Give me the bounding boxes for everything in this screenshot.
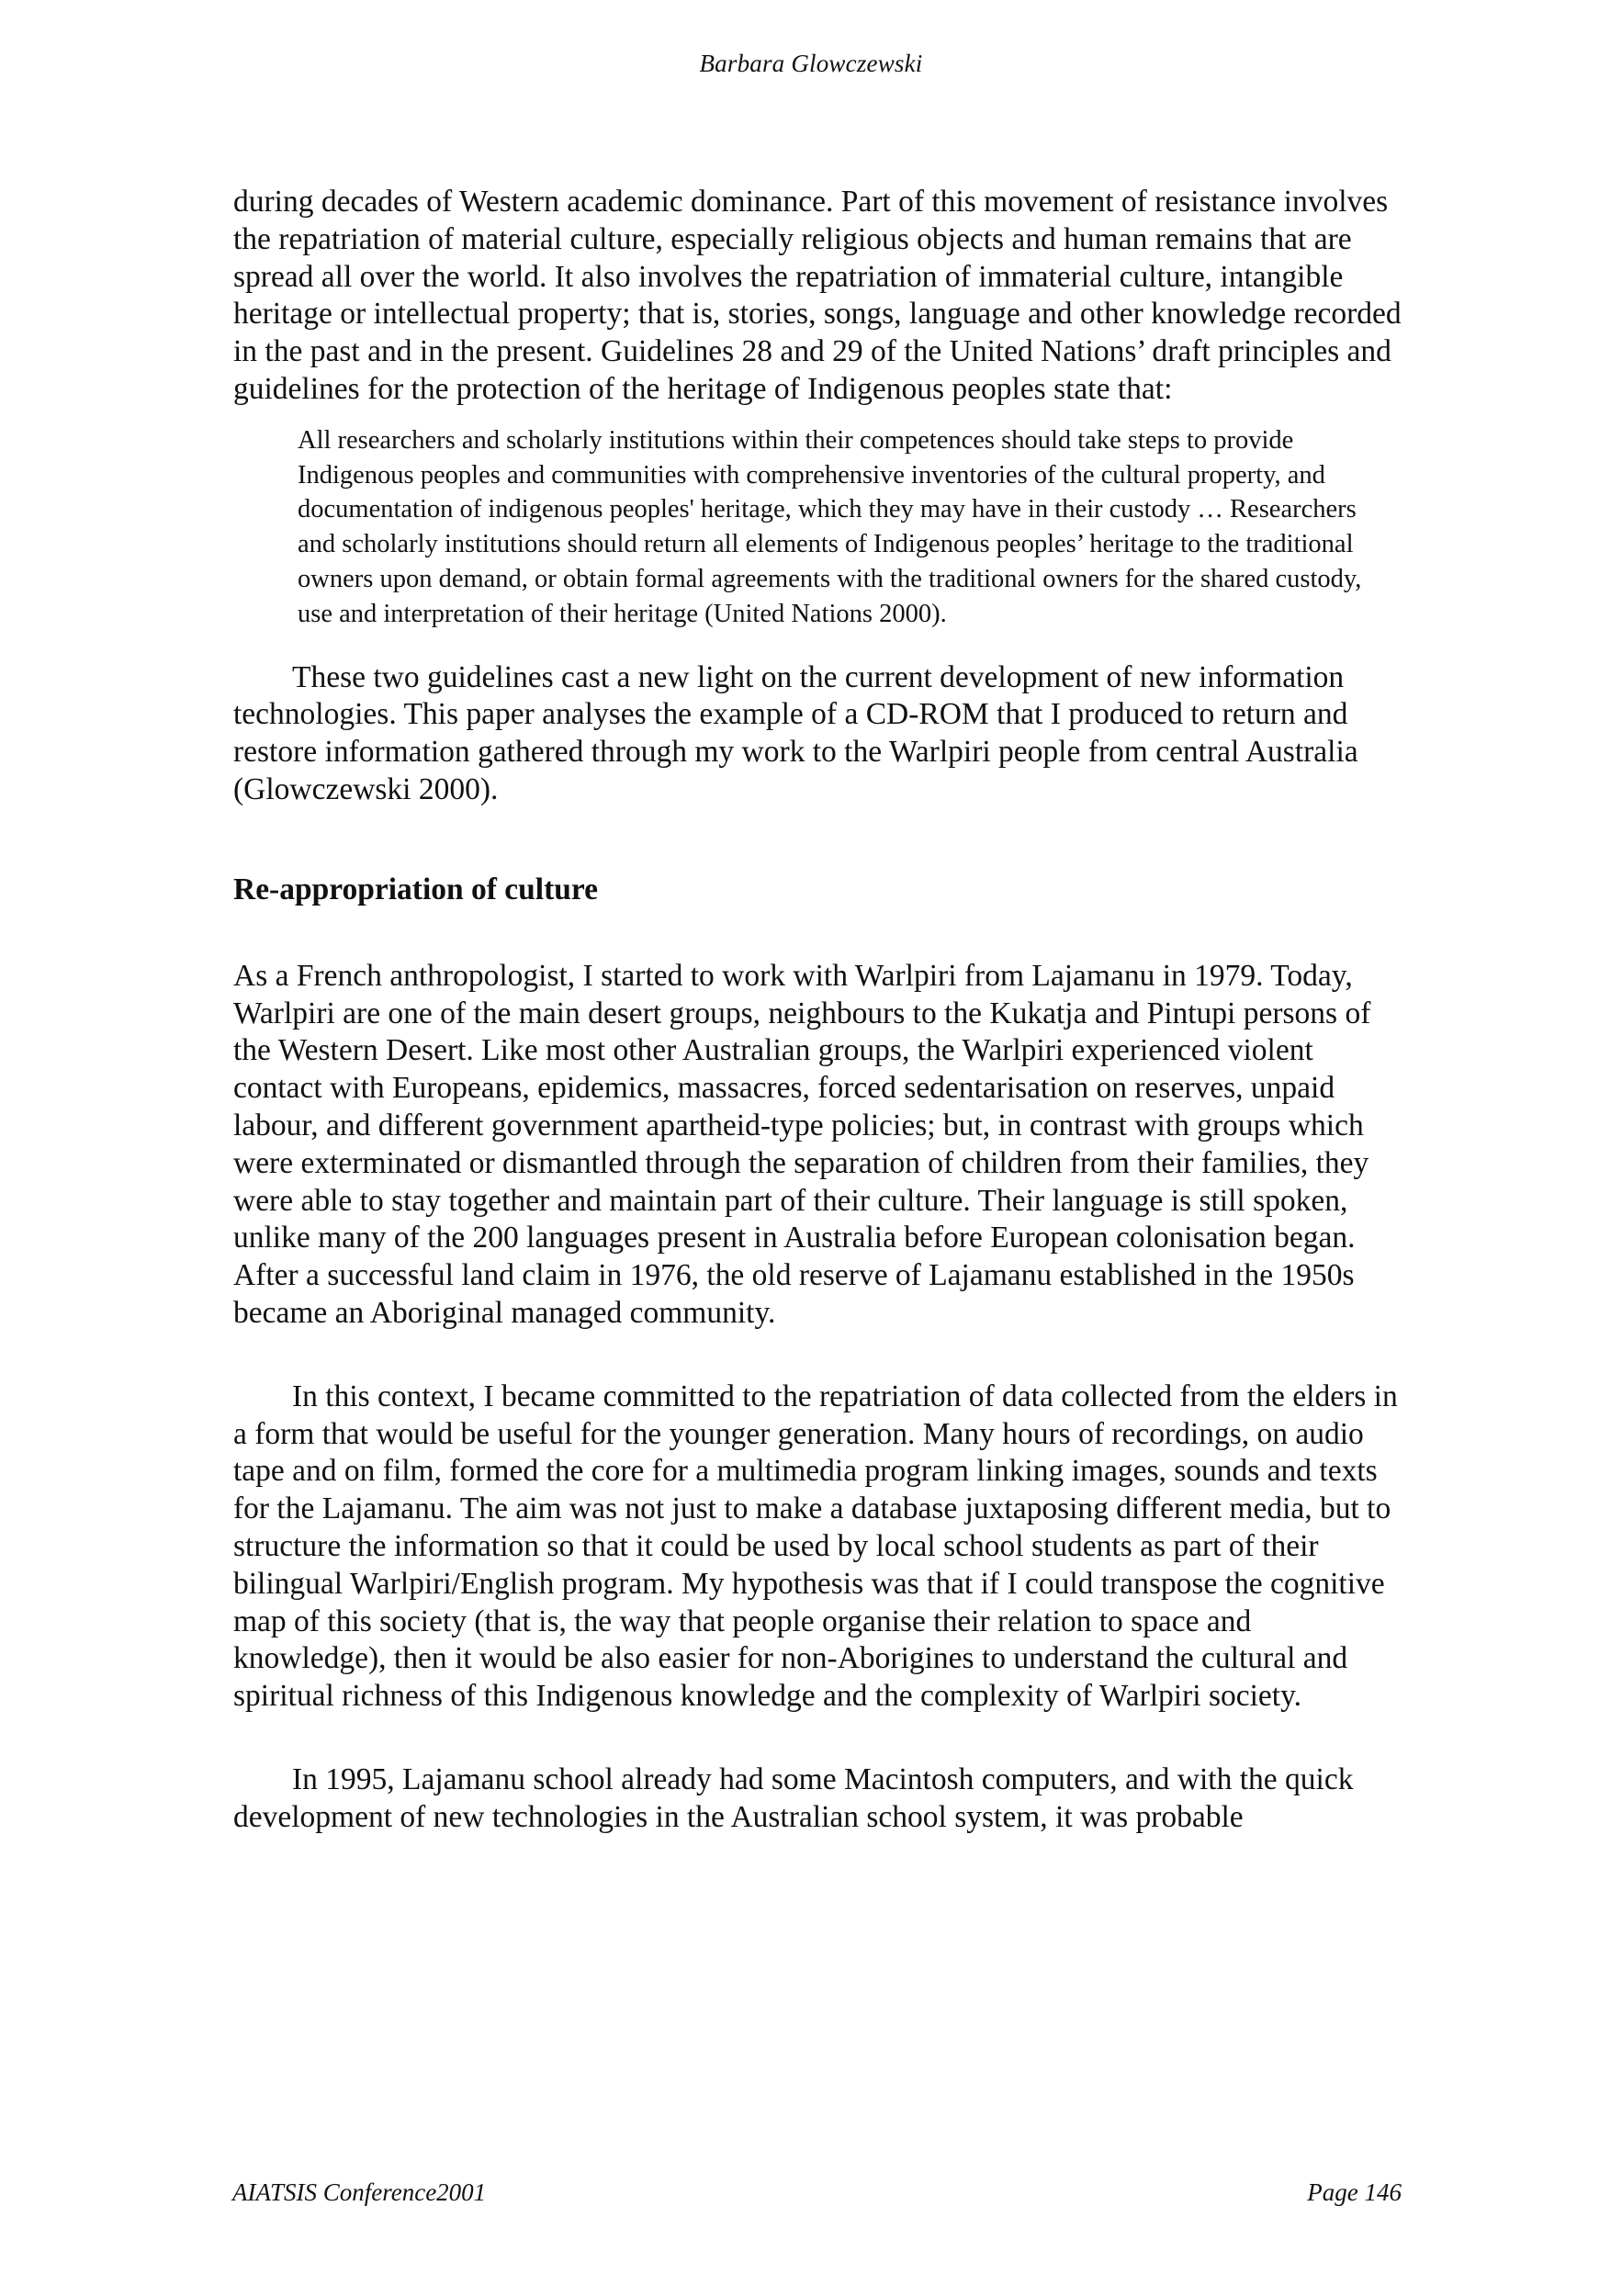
section-heading: Re-appropriation of culture (233, 872, 599, 906)
footer-conference: AIATSIS Conference2001 (232, 2178, 487, 2206)
paragraph: during decades of Western academic dominance. Part of this movement of resistance involves the repatriation of material culture, especially religious objects and human remains that are spread all over the world. It also involves the repatriation of immaterial culture, intangible heritage or intellectual property; that is, stories, songs, language and other knowledge recorded in the past and in the present. Guidelines 28 and 29 of the United Nations’ draft principles and guidelines for the protection of the heritage of Indigenous peoples state that: (233, 185, 1402, 406)
paragraph: In this context, I became committed to the repatriation of data collected from the elders in a form that would be useful for the younger generation. Many hours of recordings, on audio tape and on film, formed the core for a multimedia program linking images, sounds and texts for the Lajamanu. The aim was not just to make a database juxtaposing different media, but to structure the information so that it could be used by local school students as part of their bilingual Warlpiri/English program. My hypothesis was that if I could transpose the cognitive map of this society (that is, the way that people organise their relation to space and knowledge), then it would be also easier for non-Aborigines to understand the cultural and spiritual richness of this Indigenous knowledge and the complexity of Warlpiri society. (233, 1379, 1398, 1714)
paragraph: In 1995, Lajamanu school already had some Macintosh computers, and with the quick development of new technologies in the Australian school system, it was probable (233, 1761, 1354, 1834)
paragraph: As a French anthropologist, I started to work with Warlpiri from Lajamanu in 1979. Today, Warlpiri are one of the main desert groups, neighbours to the Kukatja and Pintupi persons of the Western Desert. Like most other Australian groups, the Warlpiri experienced violent contact with Europeans, epidemics, massacres, forced sedentarisation on reserves, unpaid labour, and different government apartheid-type policies; but, in contrast with groups which were exterminated or dismantled through the separation of children from their families, they were able to stay together and maintain part of their culture. Their language is still spoken, unlike many of the 200 languages present in Australia before European colonisation began. After a successful land claim in 1976, the old reserve of Lajamanu established in the 1950s became an Aboriginal managed community. (233, 958, 1371, 1330)
running-head-author: Barbara Glowczewski (699, 50, 923, 77)
block-quote: All researchers and scholarly institutions within their competences should take steps to provide Indigenous peoples and communities with comprehensive inventories of the cultural property, and documentation of indigenous peoples' heritage, which they may have in their custody … Researchers and scholarly institutions should return all elements of Indigenous peoples’ heritage to the traditional owners upon demand, or obtain formal agreements with the traditional owners for the shared custody, use and interpretation of their heritage (United Nations 2000). (298, 425, 1362, 628)
footer-page-number: Page 146 (1307, 2178, 1402, 2206)
page-body (233, 184, 1404, 1836)
paragraph: These two guidelines cast a new light on the current development of new information technologies. This paper analyses the example of a CD-ROM that I produced to return and restore information gathered through my work to the Warlpiri people from central Australia (Glowczewski 2000). (233, 659, 1358, 806)
